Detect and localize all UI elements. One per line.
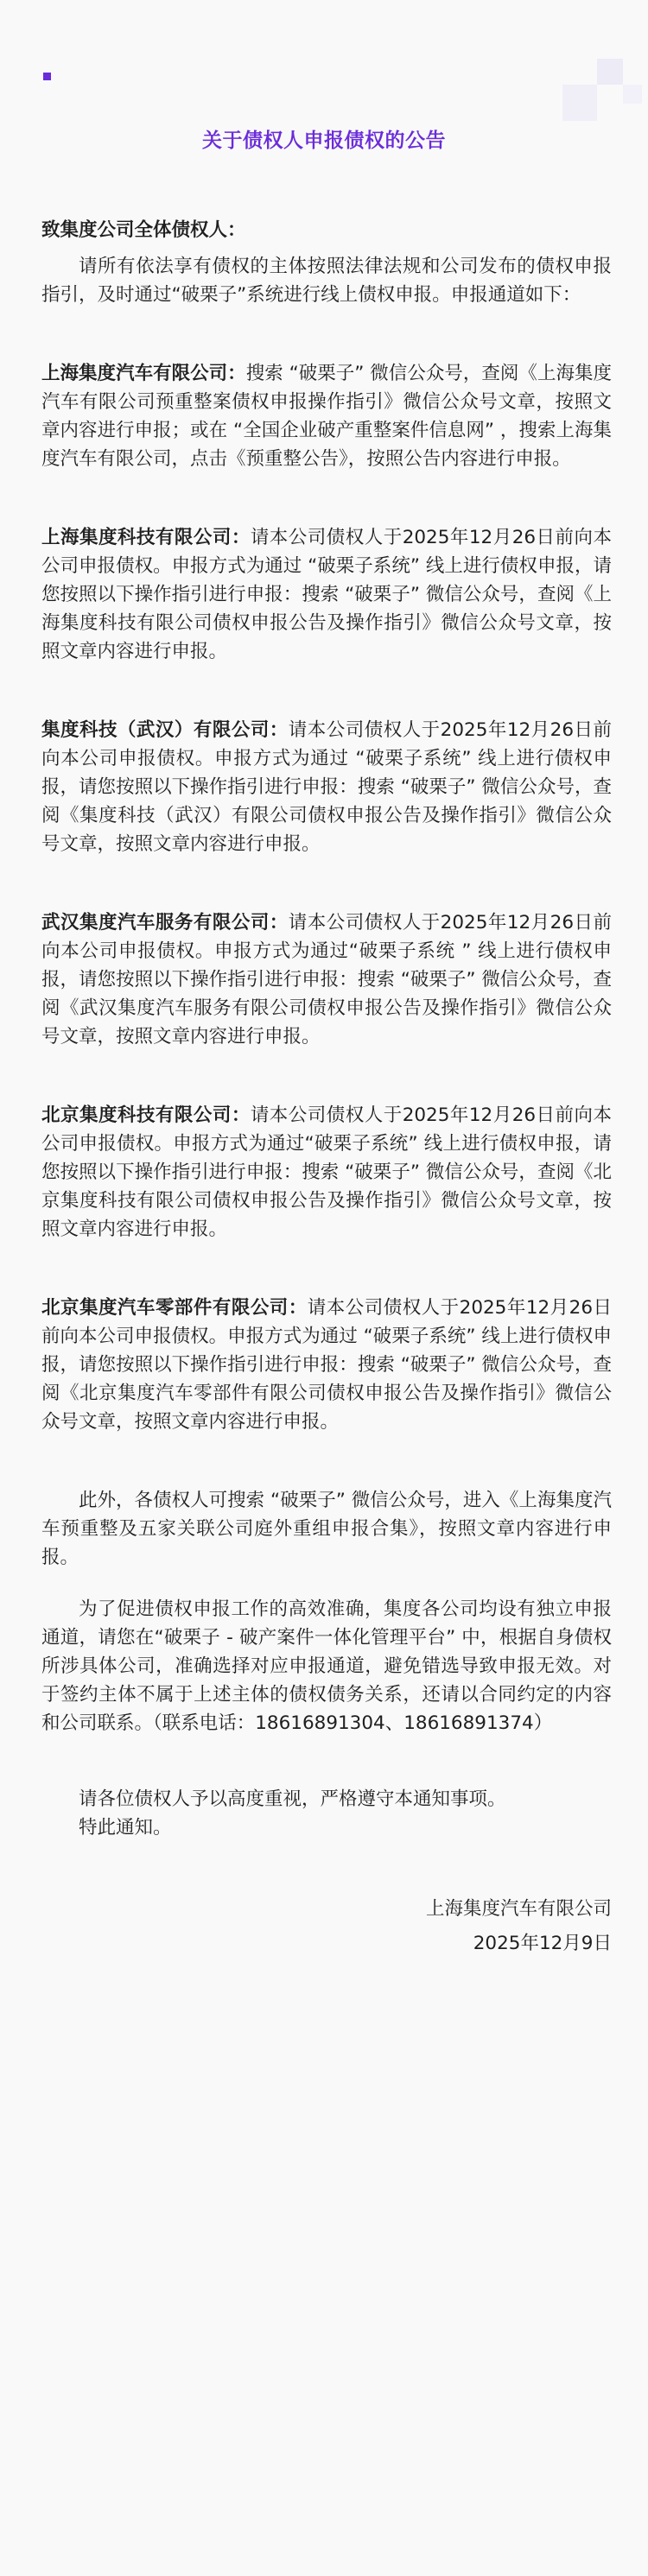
announcement-body: [41, 216, 612, 1961]
company-section: [41, 1101, 612, 1244]
company-name: 上海集度汽车有限公司：: [41, 363, 246, 384]
intro-paragraph: 请所有依法享有债权的主体按照法律法规和公司发布的债权申报指引，及时通过“破栗子”系统进行线上债权申报。申报通道如下：: [41, 256, 612, 306]
company-text: 请本公司债权人于2025年12月26日前向本公司申报债权。申报方式为通过“破栗子系统 ” 线上进行债权申报，请您按照以下操作指引进行申报：搜索 “破栗子” 微信公众号，查阅《武汉集度汽车服务有限公司债权申报公告及操作指引》微信公众号文章，按照文章内容进行申报。: [41, 912, 612, 1047]
accent-square: [43, 73, 51, 80]
decorative-square: [623, 85, 642, 104]
company-section: [41, 523, 612, 666]
company-text: 请本公司债权人于2025年12月26日前向本公司申报债权。申报方式为通过 “破栗子系统” 线上进行债权申报，请您按照以下操作指引进行申报：搜索 “破栗子” 微信公众号，查阅《上海集度科技有限公司债权申报公告及操作指引》微信公众号文章，按照文章内容进行申报。: [41, 527, 612, 662]
company-section: [41, 908, 612, 1051]
company-section: [41, 716, 612, 858]
company-name: 武汉集度汽车服务有限公司：: [41, 912, 289, 934]
notice-paragraph: 为了促进债权申报工作的高效准确，集度各公司均设有独立申报通道，请您在“破栗子 - 破产案件一体化管理平台” 中，根据自身债权所涉具体公司，准确选择对应申报通道，避免错选导致申报无效。对于签约主体不属于上述主体的债权债务关系，还请以合同约定的内容和公司联系。（联系电话：18616891304、18616891374）: [41, 1598, 612, 1734]
decorative-square: [597, 59, 623, 85]
company-text: 请本公司债权人于2025年12月26日前向本公司申报债权。申报方式为通过 “破栗子系统” 线上进行债权申报，请您按照以下操作指引进行申报：搜索 “破栗子” 微信公众号，查阅《集度科技（武汉）有限公司债权申报公告及操作指引》微信公众号文章，按照文章内容进行申报。: [41, 719, 612, 855]
company-section: [41, 1294, 612, 1436]
decorative-square: [562, 85, 597, 121]
signature-date: 2025年12月9日: [473, 1933, 612, 1954]
company-section: [41, 359, 612, 473]
page-title: 关于债权人申报债权的公告: [202, 130, 446, 152]
closing-paragraph: 请各位债权人予以高度重视，严格遵守本通知事项。: [79, 1788, 506, 1810]
company-text: 请本公司债权人于2025年12月26日前向本公司申报债权。申报方式为通过“破栗子系统” 线上进行债权申报，请您按照以下操作指引进行申报：搜索 “破栗子” 微信公众号，查阅《北京集度科技有限公司债权申报公告及操作指引》微信公众号文章，按照文章内容进行申报。: [41, 1104, 612, 1240]
company-text: 搜索 “破栗子” 微信公众号，查阅《上海集度汽车有限公司预重整案债权申报操作指引》微信公众号文章，按照文章内容进行申报；或在 “全国企业破产重整案件信息网” ，搜索上海集度汽车有限公司，点击《预重整公告》，按照公告内容进行申报。: [41, 363, 612, 470]
company-name: 北京集度汽车零部件有限公司：: [41, 1297, 308, 1319]
company-name: 集度科技（武汉）有限公司：: [41, 719, 289, 741]
salutation: 致集度公司全体债权人：: [41, 219, 246, 241]
company-name: 上海集度科技有限公司：: [41, 527, 251, 548]
signature-company: 上海集度汽车有限公司: [425, 1898, 612, 1920]
additional-paragraph: 此外，各债权人可搜索 “破栗子” 微信公众号，进入《上海集度汽车预重整及五家关联公司庭外重组申报合集》，按照文章内容进行申报。: [41, 1490, 612, 1568]
closing-end: 特此通知。: [79, 1817, 172, 1839]
company-text: 请本公司债权人于2025年12月26日前向本公司申报债权。申报方式为通过 “破栗子系统” 线上进行债权申报，请您按照以下操作指引进行申报：搜索 “破栗子” 微信公众号，查阅《北京集度汽车零部件有限公司债权申报公告及操作指引》微信公众号文章，按照文章内容进行申报。: [41, 1297, 612, 1433]
company-name: 北京集度科技有限公司：: [41, 1104, 251, 1126]
